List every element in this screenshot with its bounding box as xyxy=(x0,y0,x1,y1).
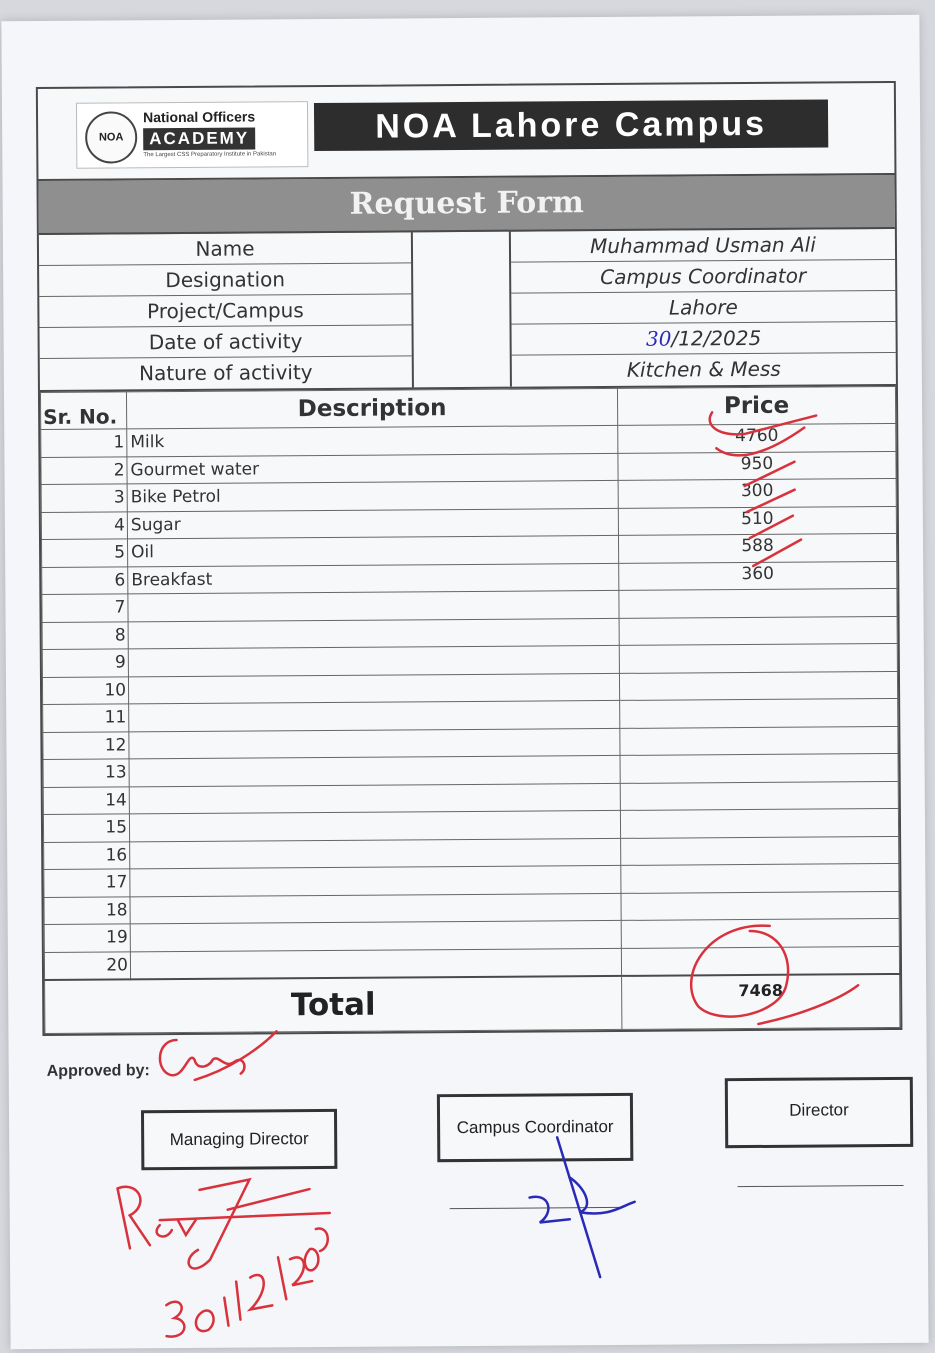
row-sr-no: 3 xyxy=(41,484,127,512)
form-header xyxy=(38,83,895,181)
row-price xyxy=(620,726,898,755)
total-label: Total xyxy=(45,976,622,1034)
row-description xyxy=(130,920,621,951)
row-sr-no: 6 xyxy=(42,566,128,594)
row-description xyxy=(129,810,620,841)
value-name: Muhammad Usman Ali xyxy=(511,229,895,263)
row-description xyxy=(129,755,620,786)
noa-emblem-icon: NOA xyxy=(85,111,137,163)
row-price xyxy=(619,671,897,700)
row-sr-no: 8 xyxy=(42,621,128,649)
header-price: Price xyxy=(617,386,895,425)
row-sr-no: 20 xyxy=(44,951,130,980)
items-table xyxy=(40,386,900,1034)
row-sr-no: 16 xyxy=(44,841,130,869)
row-description xyxy=(128,590,619,621)
value-designation: Campus Coordinator xyxy=(511,260,895,294)
date-rest: /12/2025 xyxy=(671,325,762,351)
header-sr-no: Sr. No. xyxy=(40,392,126,430)
label-date: Date of activity xyxy=(40,325,412,359)
row-description xyxy=(130,865,621,896)
row-sr-no: 5 xyxy=(41,539,127,567)
row-price xyxy=(619,588,897,617)
form-title: Request Form xyxy=(38,175,894,235)
request-form xyxy=(36,81,903,1036)
row-sr-no: 11 xyxy=(43,704,129,732)
row-sr-no: 13 xyxy=(43,759,129,787)
row-sr-no: 18 xyxy=(44,896,130,924)
row-price: 300 xyxy=(618,478,896,507)
row-sr-no: 10 xyxy=(42,676,128,704)
academy-name-line1: National Officers xyxy=(142,108,256,126)
info-gap xyxy=(413,232,512,388)
row-price: 360 xyxy=(619,561,897,590)
academy-logo xyxy=(76,101,308,169)
campus-coordinator-box: Campus Coordinator xyxy=(437,1093,633,1162)
row-sr-no: 14 xyxy=(43,786,129,814)
label-designation: Designation xyxy=(39,263,411,297)
header-description: Description xyxy=(126,388,617,428)
table-body xyxy=(41,423,900,979)
director-box: Director xyxy=(725,1077,913,1148)
table-header-row xyxy=(40,386,895,429)
handwritten-date-icon xyxy=(166,1228,329,1336)
row-price: 588 xyxy=(618,533,896,562)
managing-director-box: Managing Director xyxy=(141,1109,337,1170)
total-value: 7468 xyxy=(622,974,900,1029)
paper-sheet xyxy=(1,15,928,1349)
row-description xyxy=(129,728,620,759)
academy-tagline: The Largest CSS Preparatory Institute in Pakistan xyxy=(143,151,277,159)
row-price xyxy=(621,946,899,976)
value-date xyxy=(512,322,896,356)
value-project: Lahore xyxy=(511,291,895,325)
label-project: Project/Campus xyxy=(39,294,411,328)
approved-by-label: Approved by: xyxy=(46,1062,150,1080)
label-nature: Nature of activity xyxy=(138,360,313,386)
info-section xyxy=(39,229,896,392)
row-description: Bike Petrol xyxy=(127,480,618,511)
row-description xyxy=(129,700,620,731)
director-signature-line xyxy=(738,1185,904,1187)
row-sr-no: 7 xyxy=(42,594,128,622)
row-price xyxy=(620,808,898,837)
row-description xyxy=(130,893,621,924)
row-sr-no: 4 xyxy=(41,511,127,539)
row-sr-no: 1 xyxy=(41,429,127,457)
row-description: Breakfast xyxy=(128,563,619,594)
row-price xyxy=(621,863,899,892)
row-description xyxy=(128,618,619,649)
label-name: Name xyxy=(39,232,411,266)
row-price xyxy=(620,753,898,782)
row-description xyxy=(129,783,620,814)
row-price: 950 xyxy=(618,451,896,480)
row-price xyxy=(621,836,899,865)
row-price: 4760 xyxy=(618,423,896,452)
row-sr-no: 17 xyxy=(44,869,130,897)
date-day-handwritten: 30 xyxy=(645,326,672,351)
row-price xyxy=(621,918,899,947)
row-description xyxy=(128,645,619,676)
row-price xyxy=(620,781,898,810)
academy-name-line2: ACADEMY xyxy=(143,127,255,150)
row-sr-no: 15 xyxy=(43,814,129,842)
row-description xyxy=(128,673,619,704)
row-price xyxy=(621,891,899,920)
row-sr-no: 9 xyxy=(42,649,128,677)
row-sr-no: 2 xyxy=(41,456,127,484)
row-sr-no: 19 xyxy=(44,924,130,952)
row-description: Gourmet water xyxy=(127,453,618,484)
row-description: Sugar xyxy=(127,508,618,539)
row-description xyxy=(130,948,621,979)
value-nature: Kitchen & Mess xyxy=(626,356,781,382)
row-description: Oil xyxy=(127,535,618,566)
row-price: 510 xyxy=(618,506,896,535)
info-values xyxy=(511,229,896,387)
row-sr-no: 12 xyxy=(43,731,129,759)
total-row xyxy=(45,974,900,1033)
row-price xyxy=(620,698,898,727)
info-labels xyxy=(39,232,414,390)
campus-title: NOA Lahore Campus xyxy=(314,99,828,151)
coordinator-signature-line xyxy=(450,1207,620,1209)
approval-signature-icon xyxy=(160,1031,277,1080)
row-description: Milk xyxy=(127,425,618,456)
md-signature-icon xyxy=(117,1179,330,1269)
row-description xyxy=(130,838,621,869)
row-price xyxy=(619,616,897,645)
row-price xyxy=(619,643,897,672)
